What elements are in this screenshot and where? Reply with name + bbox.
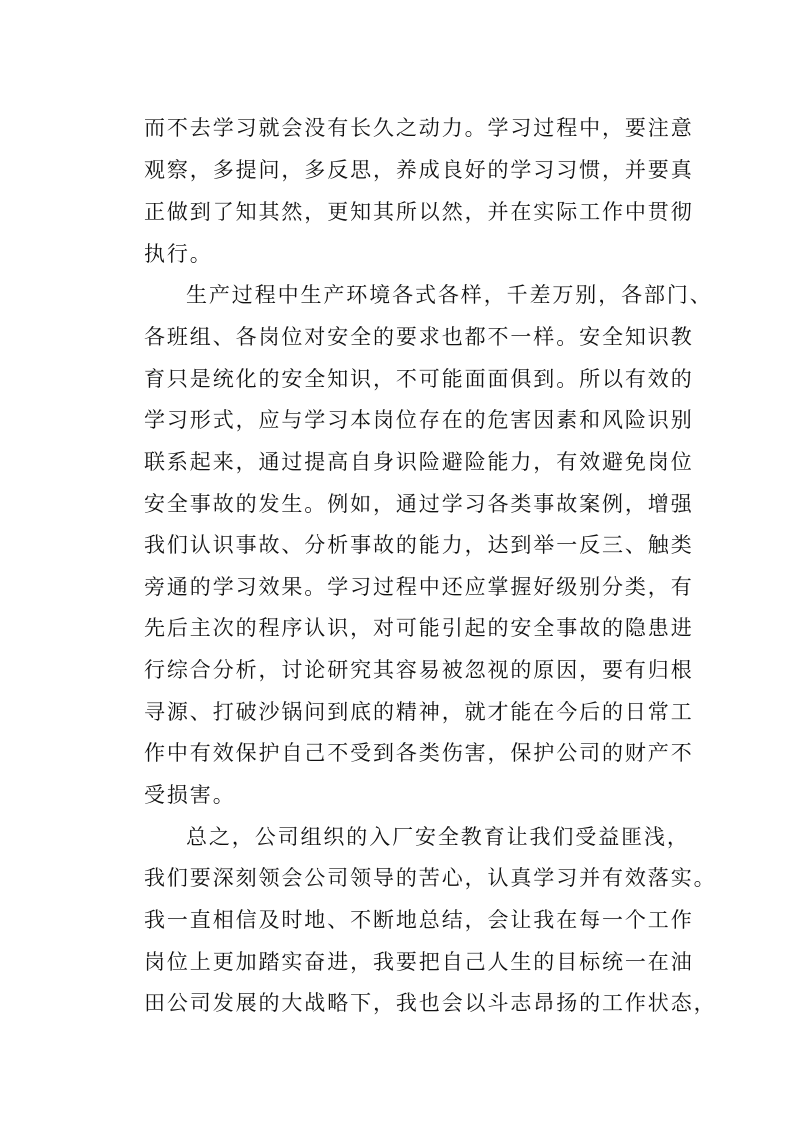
text-line: 生产过程中生产环境各式各样，千差万别，各部门、 [186,283,713,307]
text-line: 执行。 [144,242,213,266]
text-line: 各班组、各岗位对安全的要求也都不一样。安全知识教 [144,325,694,349]
text-line: 旁通的学习效果。学习过程中还应掌握好级别分类，有 [144,575,694,599]
text-line: 联系起来，通过提高自身识险避险能力，有效避免岗位 [144,450,694,474]
text-line: 正做到了知其然，更知其所以然，并在实际工作中贯彻 [144,200,694,224]
text-line: 安全事故的发生。例如，通过学习各类事故案例，增强 [144,492,694,516]
text-line: 受损害。 [144,783,236,807]
text-line: 总之，公司组织的入厂安全教育让我们受益匪浅， [186,825,690,849]
text-line: 我们要深刻领会公司领导的苦心，认真学习并有效落实。 [144,866,717,890]
text-line: 学习形式，应与学习本岗位存在的危害因素和风险识别 [144,408,694,432]
text-line: 观察，多提问，多反思，养成良好的学习习惯，并要真 [144,158,694,182]
text-line: 行综合分析，讨论研究其容易被忽视的原因，要有归根 [144,658,694,682]
text-line: 我们认识事故、分析事故的能力，达到举一反三、触类 [144,533,694,557]
text-line: 作中有效保护自己不受到各类伤害，保护公司的财产不 [144,741,694,765]
text-line: 寻源、打破沙锅问到底的精神，就才能在今后的日常工 [144,700,694,724]
text-line: 田公司发展的大战略下，我也会以斗志昂扬的工作状态， [144,991,717,1015]
text-line: 岗位上更加踏实奋进，我要把自己人生的目标统一在油 [144,950,694,974]
text-line: 我一直相信及时地、不断地总结，会让我在每一个工作 [144,908,694,932]
text-line: 而不去学习就会没有长久之动力。学习过程中，要注意 [144,116,694,140]
text-line: 育只是统化的安全知识，不可能面面俱到。所以有效的 [144,367,694,391]
text-line: 先后主次的程序认识，对可能引起的安全事故的隐患进 [144,616,694,640]
